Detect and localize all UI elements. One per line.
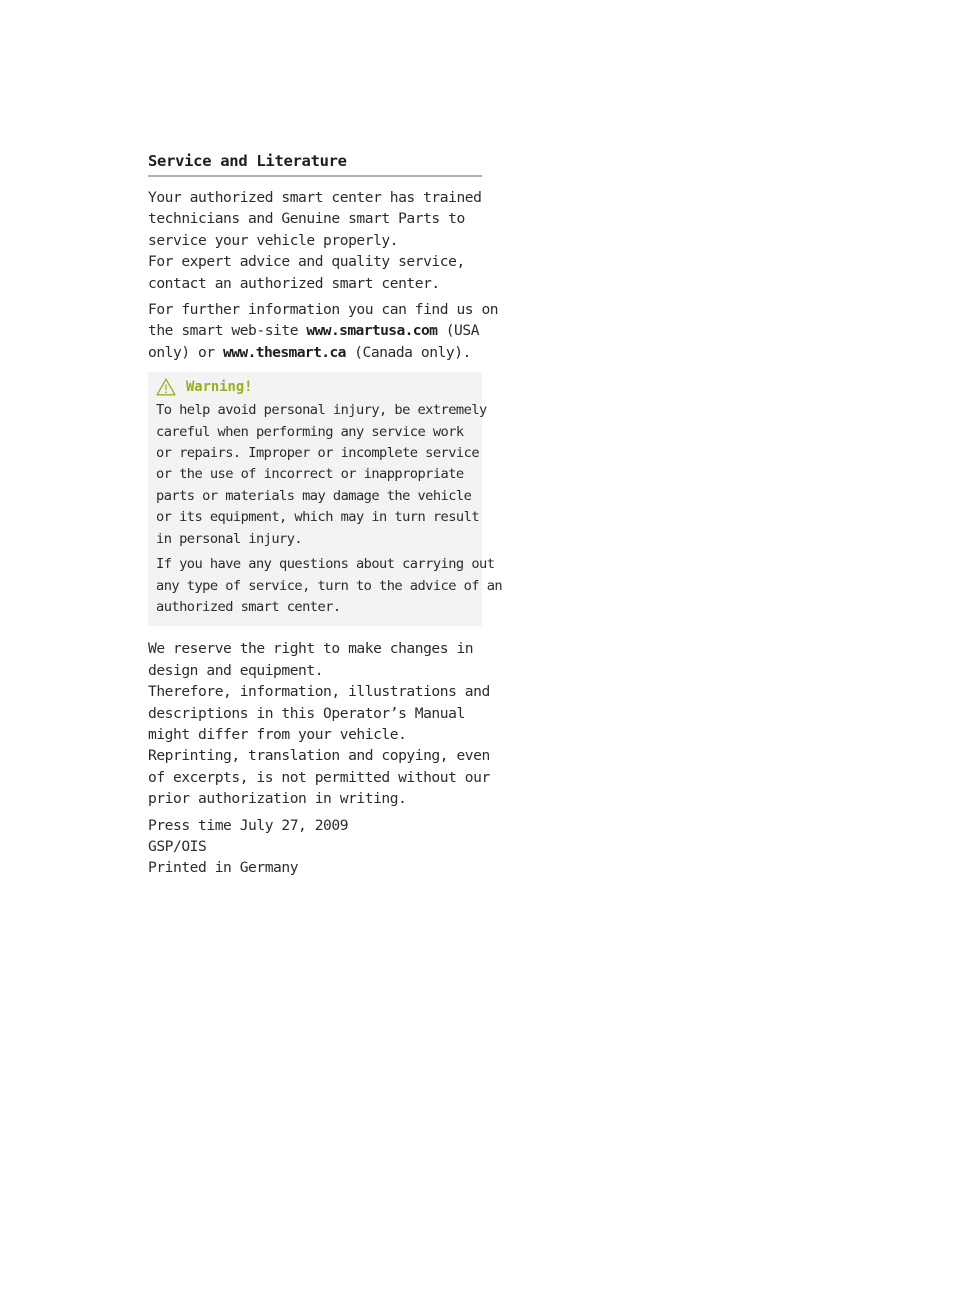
warning-line: If you have any questions about carrying out [156, 556, 495, 573]
warning-paragraph-2 [156, 554, 503, 618]
warning-line: or the use of incorrect or inappropriate [156, 466, 464, 483]
intro-line: technicians and Genuine smart Parts to [148, 210, 465, 228]
warning-line: authorized smart center. [156, 598, 341, 615]
service-literature-section [148, 152, 503, 884]
warning-line: any type of service, turn to the advice of an [156, 577, 503, 594]
rights-line: prior authorization in writing. [148, 790, 407, 808]
intro-paragraph [148, 187, 482, 294]
intro-line: For expert advice and quality service, [148, 253, 465, 271]
press-time: Press time July 27, 2009 [148, 816, 349, 834]
website-text: only) or [148, 343, 224, 361]
warning-line: careful when performing any service work [156, 423, 464, 440]
rights-line: might differ from your vehicle. [148, 725, 407, 743]
rights-line: We reserve the right to make changes in [148, 640, 474, 658]
rights-paragraph [148, 638, 490, 809]
warning-line: in personal injury. [156, 530, 303, 547]
imprint-block [148, 815, 482, 879]
rights-line: descriptions in this Operator’s Manual [148, 704, 465, 722]
url-smartusa-link[interactable]: www.smartusa.com [306, 322, 438, 340]
rights-line: design and equipment. [148, 661, 324, 679]
website-line [148, 320, 482, 341]
warning-line: parts or materials may damage the vehicle [156, 487, 472, 504]
rights-line: of excerpts, is not permitted without our [148, 768, 490, 786]
warning-title: Warning! [186, 379, 253, 396]
warning-box [148, 372, 503, 626]
warning-line: To help avoid personal injury, be extremely [156, 402, 487, 419]
website-line [148, 342, 482, 363]
website-text: (USA [437, 322, 480, 340]
publisher-code: GSP/OIS [148, 837, 207, 855]
warning-header [156, 376, 476, 398]
rights-line: Reprinting, translation and copying, even [148, 747, 490, 765]
website-line: For further information you can find us on [148, 301, 499, 319]
website-text: (Canada only). [345, 343, 471, 361]
printed-in: Printed in Germany [148, 859, 299, 877]
website-paragraph [148, 299, 499, 363]
section-title: Service and Literature [148, 152, 482, 177]
warning-triangle-icon [156, 378, 176, 396]
intro-line: Your authorized smart center has trained [148, 189, 482, 206]
rights-line: Therefore, information, illustrations and [148, 683, 490, 701]
url-thesmart-link[interactable]: www.thesmart.ca [223, 343, 346, 361]
website-text: the smart web-site [148, 322, 307, 340]
warning-line: or repairs. Improper or incomplete service [156, 445, 480, 462]
intro-line: service your vehicle properly. [148, 231, 399, 249]
warning-paragraph-1 [156, 400, 487, 550]
intro-line: contact an authorized smart center. [148, 274, 440, 292]
warning-line: or its equipment, which may in turn result [156, 509, 480, 526]
